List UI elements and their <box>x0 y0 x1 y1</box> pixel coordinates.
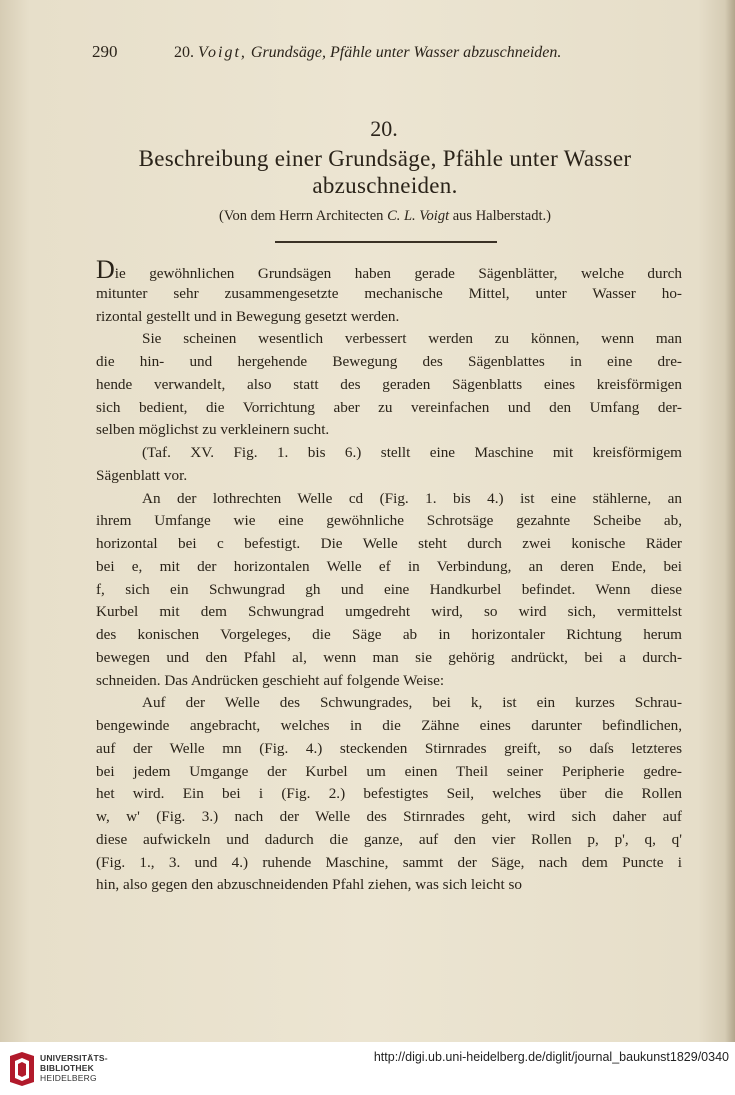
running-head <box>92 42 652 62</box>
article-body <box>96 255 682 897</box>
body-line: auf der Welle mn (Fig. 4.) steckenden Stirnrades greift, so daſs letzteres <box>96 739 682 757</box>
body-line: horizontal bei c befestigt. Die Welle steht durch zwei konische Räder <box>96 535 682 552</box>
page-number: 290 <box>92 42 118 61</box>
library-logo-text <box>40 1053 108 1083</box>
body-line: Auf der Welle des Schwungrades, bei k, ist ein kurzes Schrau- <box>142 694 682 712</box>
body-line: die hin- und hergehende Bewegung des Sägenblattes in eine dre- <box>96 353 682 370</box>
body-line: sich bedient, die Vorrichtung aber zu vereinfachen und den Umfang der- <box>96 398 682 416</box>
running-head-article-ref: 20. <box>174 44 194 61</box>
body-line: rizontal gestellt und in Bewegung gesetzt werden. <box>96 307 400 325</box>
body-line: Sägenblatt vor. <box>96 466 188 484</box>
body-line: An der lothrechten Welle cd (Fig. 1. bis 4.) ist eine stählerne, an <box>142 489 682 507</box>
logo-line-3: HEIDELBERG <box>40 1073 97 1083</box>
article-title-line-2: abzuschneiden. <box>312 173 458 198</box>
body-line: diese aufwickeln und dadurch die ganze, auf den vier Rollen p, p', q, q' <box>96 830 682 848</box>
running-head-author: Voigt, <box>198 44 247 61</box>
logo-line-2: BIBLIOTHEK <box>40 1063 94 1073</box>
article-title-line-1: Beschreibung einer Grundsäge, Pfähle unter Wasser <box>138 146 632 171</box>
byline-prefix: (Von dem Herrn Architecten <box>219 208 384 224</box>
article-title <box>80 145 690 199</box>
body-line: bei e, mit der horizontalen Welle ef in Verbindung, an deren Ende, bei <box>96 557 682 575</box>
byline-suffix: aus Halberstadt.) <box>452 208 551 224</box>
body-line: (Fig. 1., 3. und 4.) ruhende Maschine, sammt der Säge, nach dem Puncte i <box>96 853 682 871</box>
source-url[interactable]: http://digi.ub.uni-heidelberg.de/diglit/journal_baukunst1829/0340 <box>373 1050 729 1064</box>
body-line: het wird. Ein bei i (Fig. 2.) befestigtes Seil, welches über die Rollen <box>96 785 682 803</box>
title-rule <box>275 241 497 243</box>
body-line: (Taf. XV. Fig. 1. bis 6.) stellt eine Maschine mit kreisförmigem <box>142 444 682 461</box>
body-line: Kurbel mit dem Schwungrad umgedreht wird, so wird sich, vermittelst <box>96 603 682 621</box>
byline-author: C. L. Voigt <box>387 208 450 224</box>
body-line: f, sich ein Schwungrad gh und eine Handkurbel befindet. Wenn diese <box>96 580 682 598</box>
library-logo-icon <box>8 1052 36 1086</box>
body-line: bewegen und den Pfahl al, wenn man sie gehörig andrückt, bei a durch- <box>96 648 682 666</box>
body-line: hende verwandelt, also statt des geraden Sägenblatts eines kreisförmigen <box>96 375 682 393</box>
body-line: w, w' (Fig. 3.) nach der Welle des Stirnrades geht, wird sich daher auf <box>96 808 682 825</box>
body-line: ihrem Umfange wie eine gewöhnliche Schrotsäge gezahnte Scheibe ab, <box>96 512 682 530</box>
body-line: selben möglichst zu verkleinern sucht. <box>96 421 330 439</box>
byline <box>80 208 690 225</box>
page-edge-shadow <box>725 0 735 1042</box>
body-line: bengewinde angebracht, welches in die Zähne eines darunter befindlichen, <box>96 717 682 734</box>
body-line: mitunter sehr zusammengesetzte mechanische Mittel, unter Wasser ho- <box>96 284 682 302</box>
body-line: Die gewöhnlichen Grundsägen haben gerade Sägenblätter, welche durch <box>96 255 682 284</box>
body-line: bei jedem Umgange der Kurbel um einen Theil seiner Peripherie gedre- <box>96 762 682 780</box>
running-head-title: Grundsäge, Pfähle unter Wasser abzuschneiden. <box>250 44 562 61</box>
drop-cap: D <box>96 255 115 284</box>
body-line: des konischen Vorgeleges, die Säge ab in horizontaler Richtung herum <box>96 626 682 643</box>
body-line: schneiden. Das Andrücken geschieht auf folgende Weise: <box>96 671 445 689</box>
body-line: Sie scheinen wesentlich verbessert werden zu können, wenn man <box>142 330 682 348</box>
article-number: 20. <box>370 116 398 141</box>
body-line: hin, also gegen den abzuschneidenden Pfahl ziehen, was sich leicht so <box>96 876 522 894</box>
logo-line-1: UNIVERSITÄTS- <box>40 1053 108 1063</box>
